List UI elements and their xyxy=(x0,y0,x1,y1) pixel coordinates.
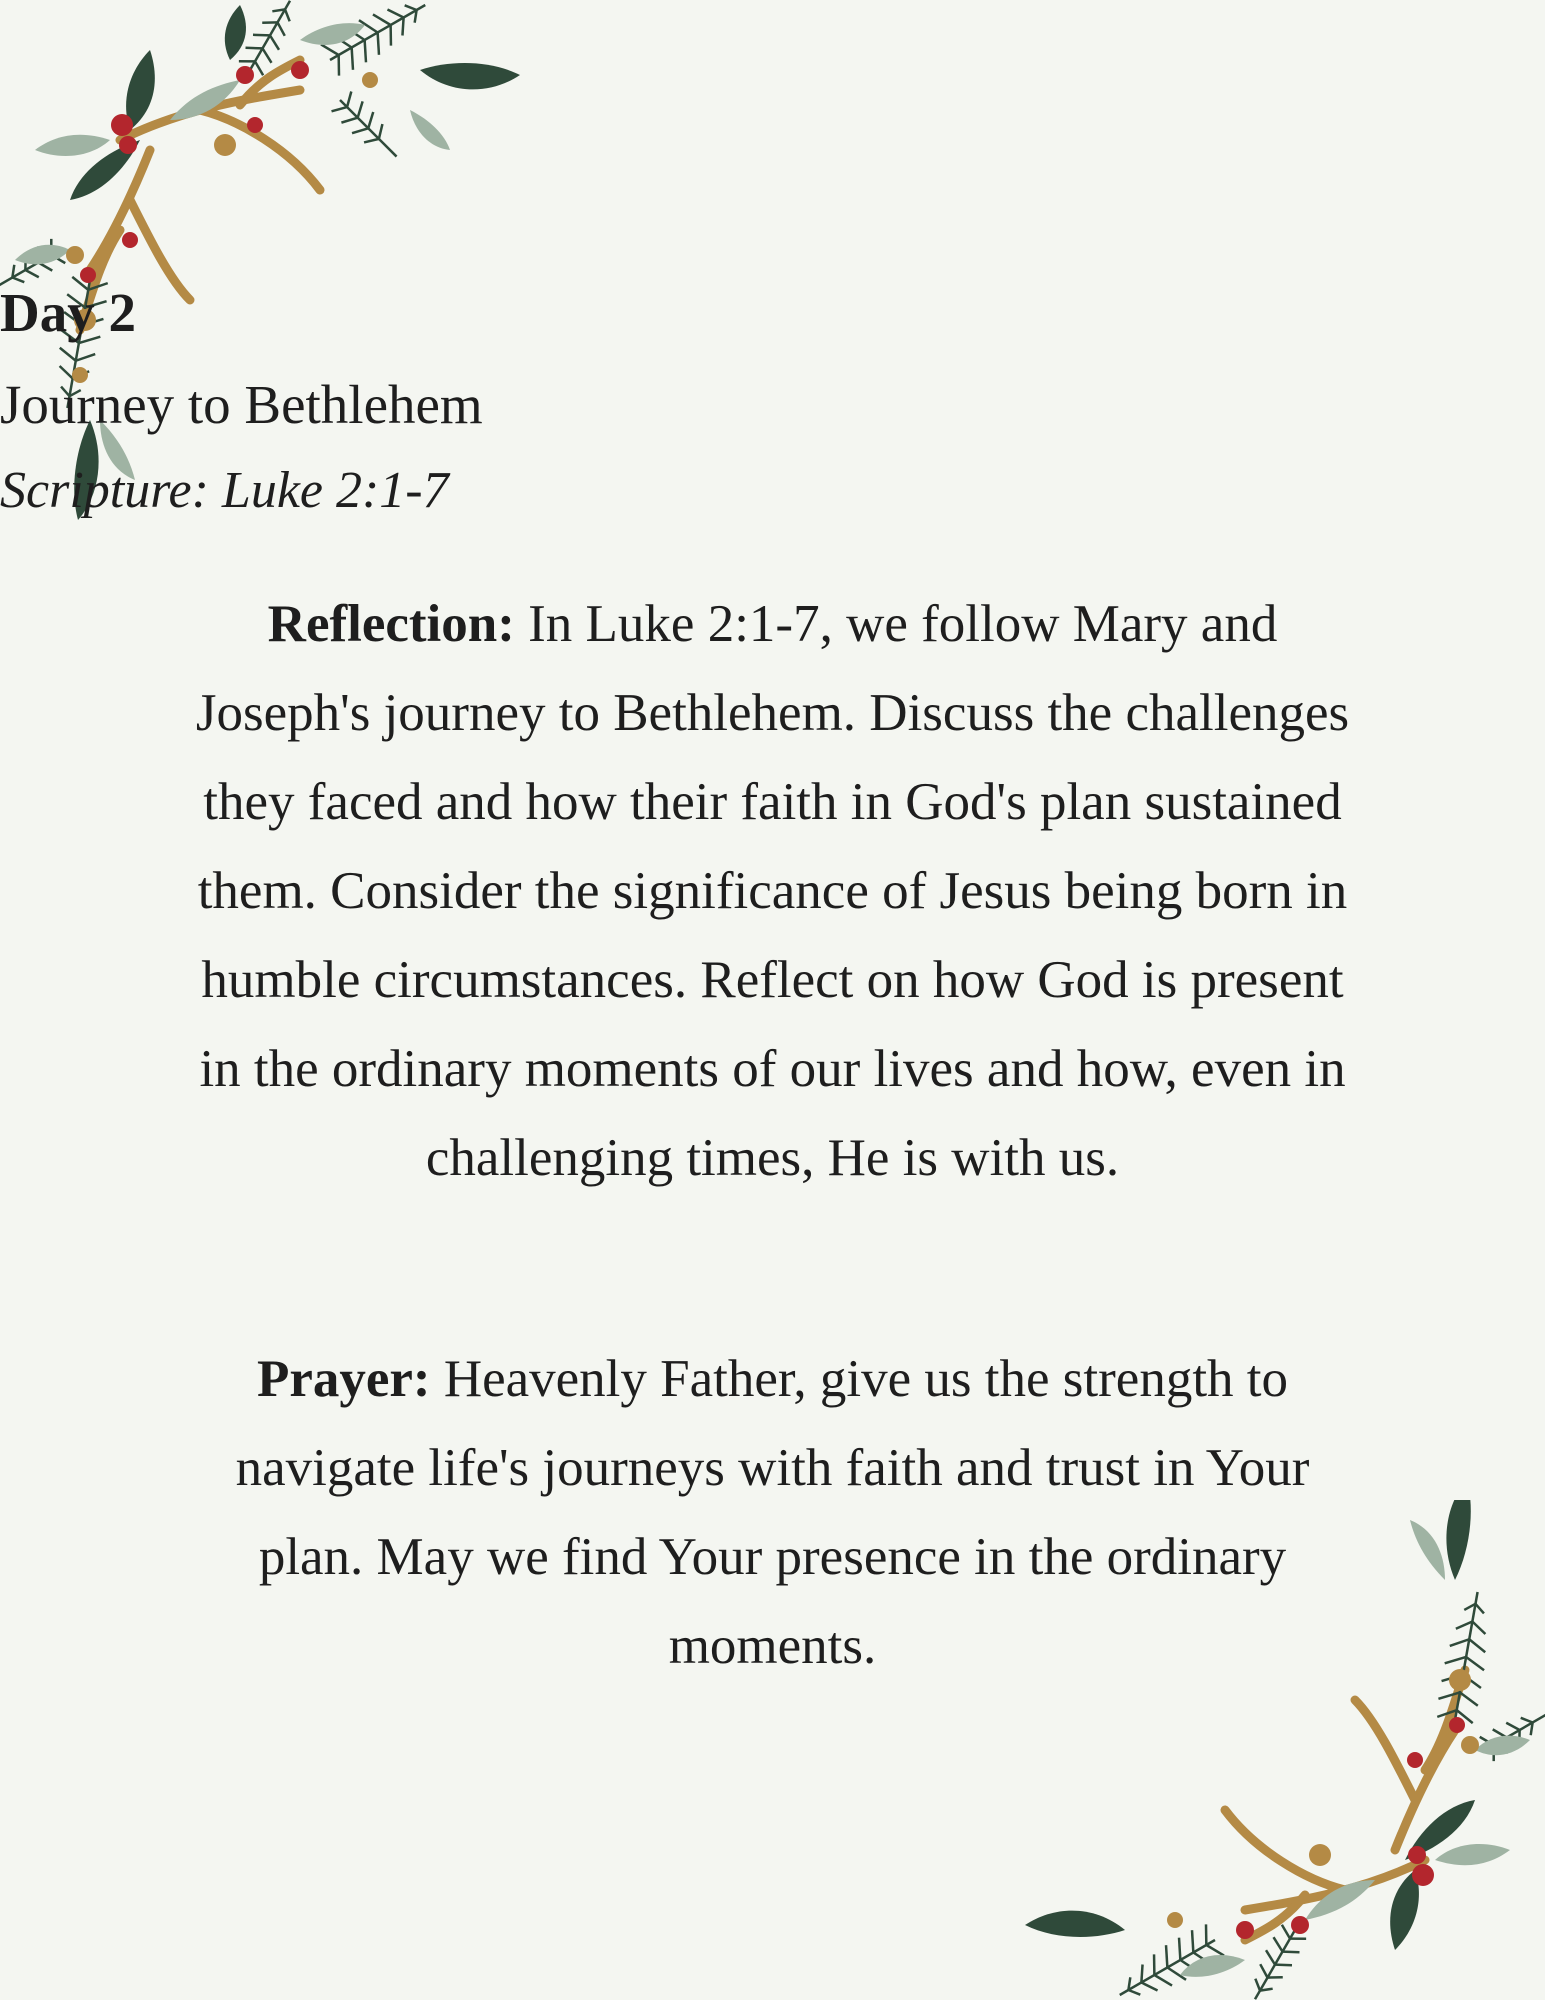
reflection-label: Reflection: xyxy=(267,595,515,653)
reflection-text: In Luke 2:1-7, we follow Mary and Joseph's journey to Bethlehem. Discuss the challenges they faced and how their faith in God's plan sustained them. Consider the significance of Jesus being born in humble circumstances. Reflect on how God is present in the ordinary moments of our lives and how, even in challenging times, He is with us. xyxy=(195,595,1350,1187)
reflection-section xyxy=(190,580,1355,1203)
prayer-text: Heavenly Father, give us the strength to navigate life's journeys with faith and trust in Your plan. May we find Your presence in the ordinary moments. xyxy=(235,1350,1310,1675)
scripture-reference: Scripture: Luke 2:1-7 xyxy=(0,462,449,519)
day-title: Day 2 xyxy=(0,282,136,343)
prayer-label: Prayer: xyxy=(256,1350,431,1408)
prayer-section xyxy=(190,1335,1355,1691)
page-title: Journey to Bethlehem xyxy=(0,374,483,435)
